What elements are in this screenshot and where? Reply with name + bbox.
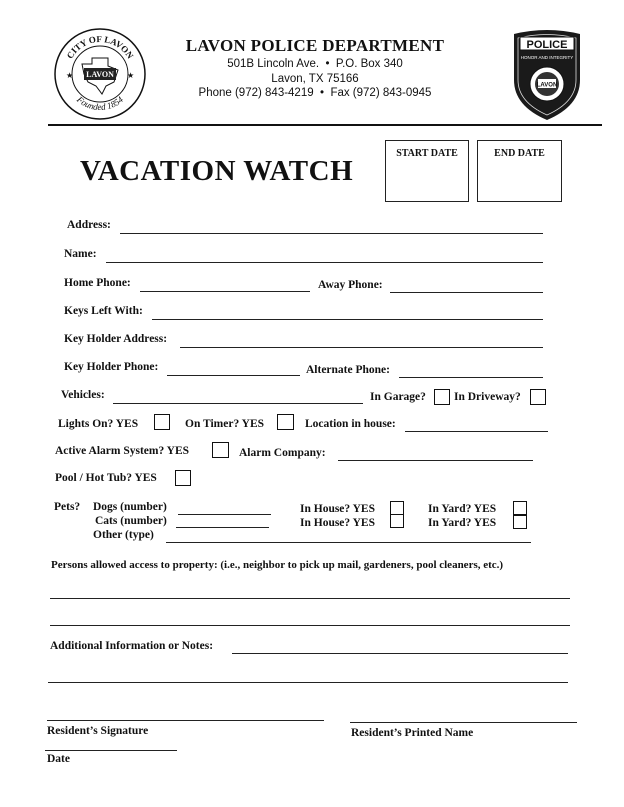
persons-allowed-field-2[interactable] [50,625,570,626]
dogs-in-yard-label: In Yard? YES [428,503,497,515]
cats-in-house-label: In House? YES [300,517,375,529]
police-badge [510,28,584,122]
cats-label: Cats (number) [95,515,167,527]
keys-left-with-field[interactable] [152,319,543,320]
badge-motto: HONOR AND INTEGRITY [520,55,574,60]
seal-founded-text: Founded 1854 [75,94,125,113]
location-in-house-field[interactable] [405,431,548,432]
name-field[interactable] [106,262,543,263]
pets-label: Pets? [54,501,81,513]
other-pets-label: Other (type) [93,529,154,541]
lights-on-label: Lights On? YES [58,418,139,430]
location-in-house-label: Location in house: [305,418,396,430]
svg-text:★: ★ [127,71,135,80]
city-seal [52,26,148,122]
end-date-label: END DATE [494,148,545,159]
svg-text:CITY OF LAVON [65,34,136,61]
end-date-box[interactable] [477,140,562,202]
separator-bullet-2: • [320,87,325,99]
other-pets-field[interactable] [166,542,531,543]
phone-number: Phone (972) 843-4219 [198,87,314,99]
persons-allowed-label: Persons allowed access to property: (i.e., neighbor to pick up mail, gardeners, pool cleaners, etc.) [51,559,504,571]
in-garage-label: In Garage? [370,391,426,403]
cats-field[interactable] [176,527,269,528]
seal-center-text: LAVON [86,70,114,79]
alternate-phone-label: Alternate Phone: [306,364,390,376]
date-label: Date [47,753,70,765]
on-timer-label: On Timer? YES [185,418,265,430]
badge-center-text: LAVON [536,82,558,89]
resident-printed-name-field[interactable] [350,722,577,723]
address-label: Address: [67,219,111,231]
start-date-label: START DATE [396,148,458,159]
po-box: P.O. Box 340 [335,58,403,70]
badge-title: POLICE [526,39,568,51]
dogs-field[interactable] [178,514,271,515]
in-driveway-label: In Driveway? [454,391,521,403]
on-timer-checkbox[interactable] [277,414,294,430]
alternate-phone-field[interactable] [399,377,543,378]
in-driveway-checkbox[interactable] [530,389,546,405]
name-label: Name: [64,248,97,260]
key-holder-phone-label: Key Holder Phone: [64,361,159,373]
keys-left-with-label: Keys Left With: [64,305,143,317]
contact-line [150,87,480,99]
key-holder-phone-field[interactable] [167,375,300,376]
home-phone-label: Home Phone: [64,277,131,289]
key-holder-address-label: Key Holder Address: [64,333,168,345]
away-phone-field[interactable] [390,292,543,293]
city-line: Lavon, TX 75166 [271,73,359,85]
away-phone-label: Away Phone: [318,279,383,291]
additional-info-label: Additional Information or Notes: [50,640,214,652]
additional-info-field-1[interactable] [232,653,568,654]
key-holder-address-field[interactable] [180,347,543,348]
cats-in-house-checkbox[interactable] [390,514,404,528]
fax-number: Fax (972) 843-0945 [330,87,432,99]
persons-allowed-field-1[interactable] [50,598,570,599]
svg-text:Founded 1854 [74,94,125,112]
seal-ring-text: CITY OF LAVON [64,33,136,61]
home-phone-field[interactable] [140,291,310,292]
dogs-label: Dogs (number) [93,501,167,513]
date-field[interactable] [45,750,177,751]
cats-in-yard-checkbox[interactable] [513,515,527,529]
address-line [150,58,480,70]
dogs-in-house-label: In House? YES [300,503,375,515]
address-field[interactable] [120,233,543,234]
alarm-system-label: Active Alarm System? YES [55,445,190,457]
header-rule [48,124,602,126]
cats-in-yard-label: In Yard? YES [428,517,497,529]
pool-hot-tub-label: Pool / Hot Tub? YES [55,472,157,484]
resident-printed-name-label: Resident’s Printed Name [351,727,474,739]
additional-info-field-2[interactable] [48,682,568,683]
form-title: VACATION WATCH [80,155,354,187]
pool-hot-tub-checkbox[interactable] [175,470,191,486]
in-garage-checkbox[interactable] [434,389,450,405]
start-date-box[interactable] [385,140,469,202]
street-address: 501B Lincoln Ave. [227,58,320,70]
vehicles-label: Vehicles: [61,389,105,401]
department-name: LAVON POLICE DEPARTMENT [185,36,445,55]
vehicles-field[interactable] [113,403,363,404]
alarm-system-checkbox[interactable] [212,442,229,458]
alarm-company-label: Alarm Company: [239,447,326,459]
dogs-in-yard-checkbox[interactable] [513,501,527,515]
lights-on-checkbox[interactable] [154,414,170,430]
svg-text:★: ★ [66,71,74,80]
alarm-company-field[interactable] [338,460,533,461]
resident-signature-field[interactable] [47,720,324,721]
separator-bullet: • [325,58,330,70]
resident-signature-label: Resident’s Signature [47,725,149,737]
dogs-in-house-checkbox[interactable] [390,501,404,515]
